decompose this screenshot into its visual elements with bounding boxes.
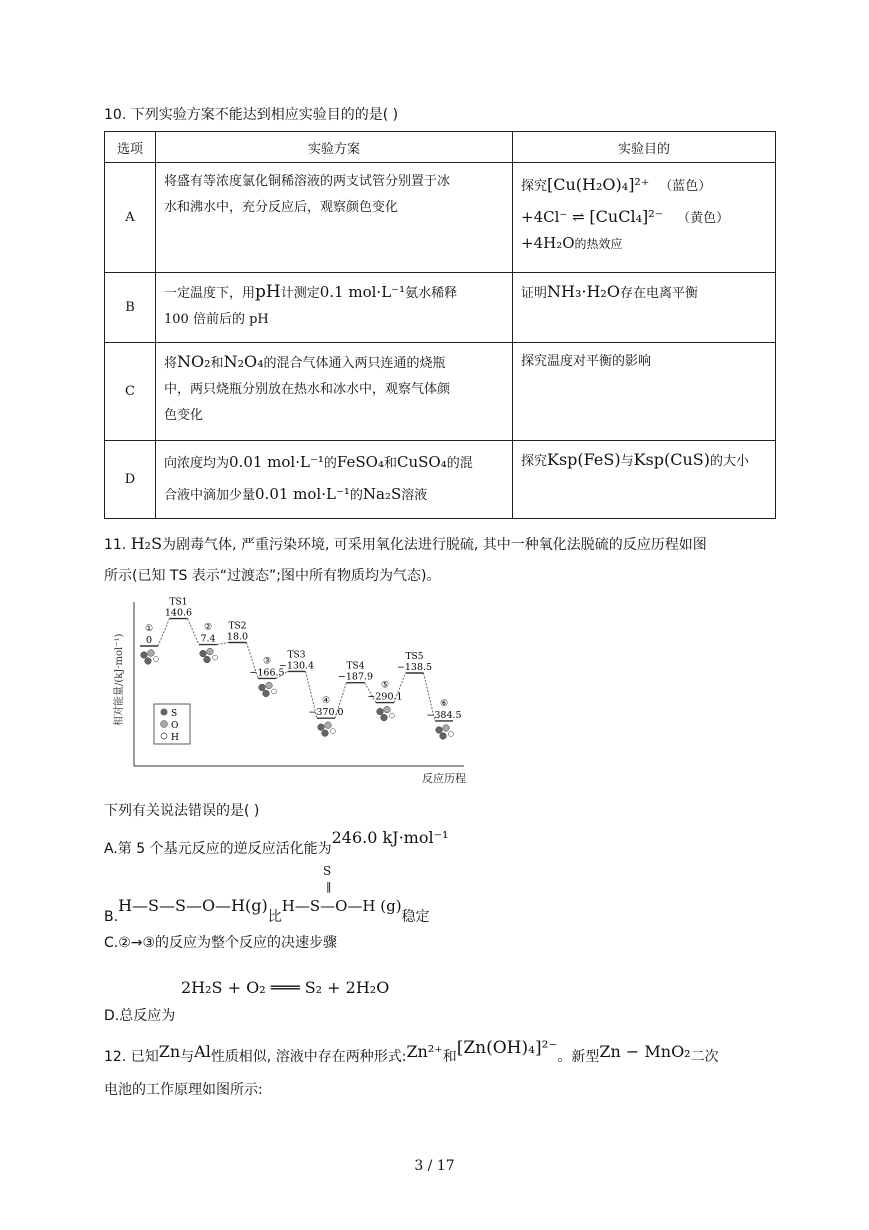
plan-c-n2o4: N₂O₄ bbox=[223, 352, 264, 371]
molecule-atom bbox=[440, 733, 447, 740]
goal-a-ion2: [CuCl₄]²⁻ bbox=[589, 207, 664, 226]
q11-stem-line1: 11. H₂S为剧毒气体, 严重污染环境, 可采用氧化法进行脱硫, 其中一种氧化法脱硫的反应历程如图 bbox=[104, 534, 707, 553]
point-value-6: −130.4 bbox=[278, 660, 315, 672]
molecule-atom bbox=[381, 714, 388, 721]
legend-s-dot bbox=[161, 709, 168, 716]
plan-b-t2: 计测定 bbox=[280, 286, 320, 301]
goal-a-t1: 探究 bbox=[521, 179, 548, 194]
point-value-3: 7.4 bbox=[200, 633, 216, 645]
table-row bbox=[105, 163, 776, 273]
q11-option-a bbox=[104, 828, 449, 858]
q11-prompt: 下列有关说法错误的是( ) bbox=[104, 803, 260, 819]
goal-b-formula: NH₃·H₂O bbox=[547, 282, 620, 301]
q11-h2s: H₂S bbox=[130, 534, 163, 553]
plan-d-t4: 的混 bbox=[446, 456, 473, 471]
legend-o: O bbox=[171, 721, 179, 731]
molecule-atom bbox=[390, 713, 395, 718]
point-label-3: ② bbox=[203, 622, 213, 633]
q11-a-text: A.第 5 个基元反应的逆反应活化能为 bbox=[104, 841, 332, 857]
q11-b-prefix: B. bbox=[104, 909, 119, 925]
experiment-table bbox=[104, 131, 776, 519]
page-number: 3 / 17 bbox=[414, 1158, 455, 1174]
point-value-9: −290.1 bbox=[367, 691, 403, 703]
goal-a-color2: （黄色） bbox=[677, 211, 730, 226]
point-label-10: TS5 bbox=[405, 652, 424, 663]
q12-t6: 二次 bbox=[690, 1049, 719, 1065]
molecule-atom bbox=[204, 656, 211, 663]
point-label-7: ④ bbox=[321, 696, 331, 707]
q11-b-suffix: 稳定 bbox=[401, 909, 430, 925]
q11-a-value: 246.0 kJ·mol⁻¹ bbox=[331, 828, 449, 847]
point-value-8: −187.9 bbox=[337, 671, 374, 683]
point-value-2: 140.6 bbox=[164, 607, 193, 619]
option-c: C bbox=[105, 343, 156, 441]
plan-a-line1: 将盛有等浓度氯化铜稀溶液的两支试管分别置于冰 bbox=[164, 174, 451, 189]
connector-2 bbox=[188, 619, 200, 645]
plan-c-t1: 将 bbox=[164, 356, 178, 371]
q12-zn: Zn bbox=[158, 1042, 181, 1061]
goal-d-t2: 与 bbox=[620, 454, 634, 469]
q12-al: Al bbox=[194, 1042, 211, 1061]
point-label-9: ⑤ bbox=[380, 680, 390, 691]
q12-t3: 性质相似, 溶液中存在两种形式: bbox=[210, 1049, 407, 1065]
plan-d-na2s: Na₂S bbox=[362, 485, 402, 503]
molecule-atom bbox=[377, 708, 384, 715]
plan-d-feso4: FeSO₄ bbox=[336, 453, 384, 471]
plan-d-t5: 合液中滴加少量 bbox=[164, 488, 256, 503]
y-axis-label: 相对能量/(kJ·mol⁻¹) bbox=[114, 633, 125, 726]
molecule-atom bbox=[213, 655, 218, 660]
q12-t1: 12. 已知 bbox=[104, 1049, 159, 1065]
point-label-6: TS3 bbox=[287, 650, 306, 661]
goal-d-ksp1: Ksp(FeS) bbox=[547, 450, 621, 469]
point-label-5: ③ bbox=[262, 656, 272, 667]
molecule-atom bbox=[145, 658, 152, 665]
q11-option-d: D.总反应为 bbox=[104, 1008, 176, 1024]
q12-ion2: [Zn(OH)₄]²⁻ bbox=[456, 1038, 558, 1058]
table-header-row bbox=[105, 132, 776, 163]
legend-o-dot bbox=[161, 721, 168, 728]
plan-b-line2: 100 倍前后的 pH bbox=[164, 312, 269, 327]
point-value-5: −166.5 bbox=[249, 667, 285, 679]
q11-b-mol1: H—S—S—O—H(g) bbox=[118, 896, 268, 915]
point-value-4: 18.0 bbox=[226, 631, 249, 643]
x-axis-label: 反应历程 bbox=[422, 772, 466, 785]
header-goal: 实验目的 bbox=[513, 132, 776, 163]
goal-a-t2: +4Cl⁻ ⇌ bbox=[521, 208, 590, 226]
molecule-atom bbox=[259, 684, 266, 691]
molecule-atom bbox=[384, 706, 391, 713]
energy-profile-chart bbox=[104, 596, 474, 786]
legend-s: S bbox=[171, 709, 178, 719]
q11-stem-text: 为剧毒气体, 严重污染环境, 可采用氧化法进行脱硫, 其中一种氧化法脱硫的反应历程如图 bbox=[162, 537, 707, 553]
q11-stem-line2: 所示(已知 TS 表示“过渡态”;图中所有物质均为气态)。 bbox=[104, 568, 441, 584]
molecule-atom bbox=[148, 650, 155, 657]
option-a: A bbox=[105, 163, 156, 273]
q12-t4: 和 bbox=[442, 1049, 457, 1065]
option-b: B bbox=[105, 273, 156, 343]
plan-d-t3: 和 bbox=[383, 456, 397, 471]
goal-c: 探究温度对平衡的影响 bbox=[521, 354, 652, 369]
plan-c-t2: 和 bbox=[210, 356, 224, 371]
molecule-atom bbox=[331, 729, 336, 734]
goal-b-t2: 存在电离平衡 bbox=[619, 286, 698, 301]
q11-b-top-atom: S bbox=[323, 864, 332, 878]
point-value-7: −370.0 bbox=[308, 707, 344, 719]
plan-d-t6: 的 bbox=[349, 488, 363, 503]
q12-t5: 。新型 bbox=[557, 1049, 600, 1065]
plan-c-t3: 的混合气体通入两只连通的烧瓶 bbox=[263, 356, 446, 371]
header-plan: 实验方案 bbox=[156, 132, 513, 163]
q11-b-double-bond: ‖ bbox=[326, 880, 332, 893]
molecule-atom bbox=[272, 689, 277, 694]
goal-a-t3: +4H₂O bbox=[521, 234, 575, 252]
point-label-4: TS2 bbox=[228, 621, 247, 632]
molecule-atom bbox=[449, 731, 454, 736]
option-d: D bbox=[105, 441, 156, 519]
molecule-atom bbox=[263, 690, 270, 697]
header-option: 选项 bbox=[105, 132, 156, 163]
point-label-1: ① bbox=[144, 624, 154, 634]
plan-b-ph: pH bbox=[255, 282, 281, 302]
molecule-atom bbox=[200, 650, 207, 657]
plan-c-line2: 中，两只烧瓶分别放在热水和冰水中，观察气体颜 bbox=[164, 382, 451, 397]
molecule-atom bbox=[325, 722, 332, 729]
plan-b-conc: 0.1 mol·L⁻¹ bbox=[319, 283, 406, 301]
point-value-1: 0 bbox=[145, 635, 153, 646]
molecule-atom bbox=[436, 727, 443, 734]
q12-battery: Zn − MnO₂ bbox=[599, 1042, 691, 1061]
q11-option-b bbox=[104, 896, 430, 925]
point-label-2: TS1 bbox=[169, 597, 188, 608]
goal-d-t3: 的大小 bbox=[709, 454, 749, 469]
q11-b-mol2: H—S—O—H (g) bbox=[281, 897, 402, 915]
q10-stem: 10. 下列实验方案不能达到相应实验目的的是( ) bbox=[104, 107, 399, 123]
molecule-atom bbox=[322, 730, 329, 737]
goal-a-t4: 的热效应 bbox=[574, 237, 623, 251]
goal-a-ion1: [Cu(H₂O)₄]²⁺ bbox=[547, 175, 650, 194]
goal-b-t1: 证明 bbox=[521, 286, 548, 301]
plan-d-t2: 的 bbox=[323, 456, 337, 471]
q11-option-c: C.②→③的反应为整个反应的决速步骤 bbox=[104, 935, 338, 951]
connector-1 bbox=[158, 619, 170, 646]
plan-b-t3: 氨水稀释 bbox=[405, 286, 458, 301]
point-value-11: −384.5 bbox=[426, 709, 462, 721]
plan-d-t7: 溶液 bbox=[401, 488, 428, 503]
molecule-atom bbox=[266, 682, 273, 689]
q11-b-mid: 比 bbox=[267, 909, 282, 925]
table-row bbox=[105, 343, 776, 441]
molecule-atom bbox=[141, 652, 148, 659]
molecule-atom bbox=[443, 725, 450, 732]
plan-d-conc1: 0.01 mol·L⁻¹ bbox=[229, 453, 324, 471]
table-row bbox=[105, 441, 776, 519]
legend-h: H bbox=[171, 733, 179, 743]
plan-d-conc2: 0.01 mol·L⁻¹ bbox=[255, 485, 350, 503]
q12-t2: 与 bbox=[180, 1049, 195, 1065]
goal-d-t1: 探究 bbox=[521, 454, 548, 469]
point-value-10: −138.5 bbox=[396, 662, 433, 674]
connector-3 bbox=[217, 642, 229, 644]
q12-stem-line1 bbox=[104, 1038, 719, 1066]
q12-ion1: Zn²⁺ bbox=[406, 1042, 443, 1061]
chart-marks bbox=[140, 598, 462, 740]
point-label-11: ⑥ bbox=[439, 698, 449, 709]
molecule-atom bbox=[207, 648, 214, 655]
q12-stem-line2: 电池的工作原理如图所示: bbox=[104, 1082, 263, 1098]
goal-a-color1: （蓝色） bbox=[659, 179, 712, 194]
plan-c-no2: NO₂ bbox=[177, 352, 211, 371]
goal-d-ksp2: Ksp(CuS) bbox=[633, 450, 710, 469]
molecule-atom bbox=[154, 657, 159, 662]
legend-h-dot bbox=[161, 733, 167, 739]
point-label-8: TS4 bbox=[346, 661, 365, 672]
molecule-atom bbox=[318, 724, 325, 731]
plan-a-line2: 水和沸水中，充分反应后，观察颜色变化 bbox=[164, 200, 399, 215]
plan-d-t1: 向浓度均为 bbox=[164, 456, 230, 471]
plan-c-line3: 色变化 bbox=[164, 408, 204, 423]
table-row bbox=[105, 273, 776, 343]
plan-d-cuso4: CuSO₄ bbox=[397, 453, 447, 471]
q11-d-equation: 2H₂S + O₂ ═══ S₂ + 2H₂O bbox=[181, 978, 390, 997]
plan-b-t1: 一定温度下，用 bbox=[164, 286, 256, 301]
